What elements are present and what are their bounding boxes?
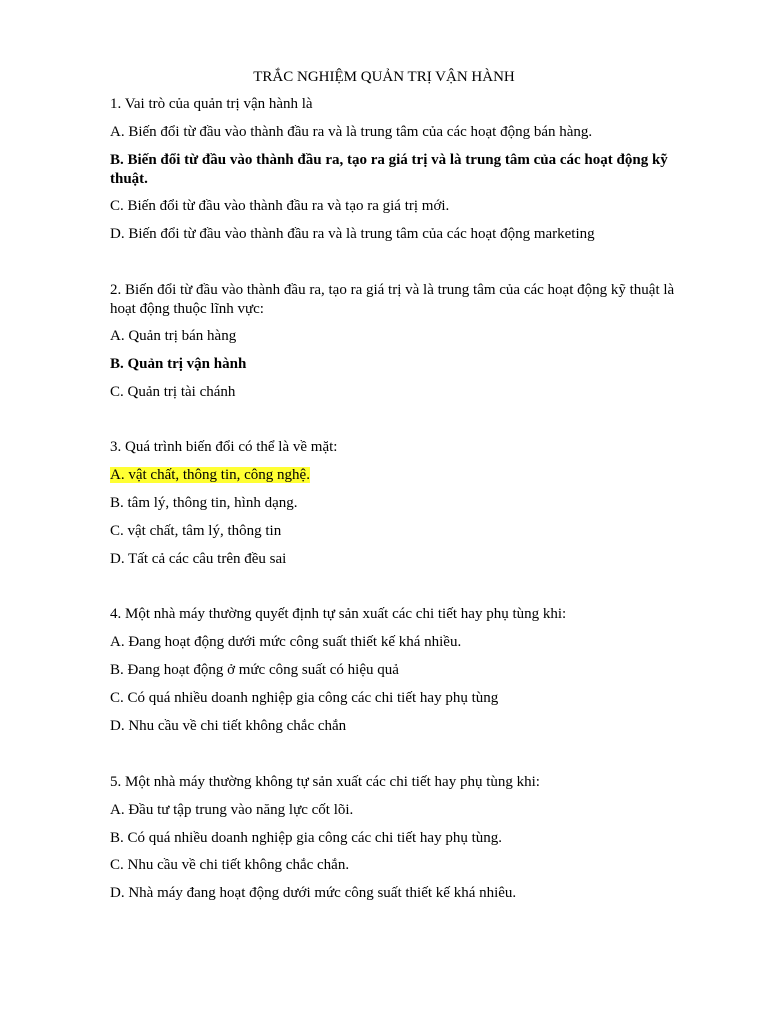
question-1-option-a: A. Biến đổi từ đầu vào thành đầu ra và là trung tâm của các hoạt động bán hàng.: [110, 124, 593, 140]
question-4-option-a: A. Đang hoạt động dưới mức công suất thiết kế khá nhiều.: [110, 634, 462, 650]
question-3-option-b: B. tâm lý, thông tin, hình dạng.: [110, 495, 298, 511]
question-5-option-c: C. Nhu cầu về chi tiết không chắc chắn.: [110, 857, 350, 873]
question-5-option-a: A. Đầu tư tập trung vào năng lực cốt lõi.: [110, 802, 354, 818]
question-2-option-c: C. Quản trị tài chánh: [110, 384, 236, 400]
question-4-option-d: D. Nhu cầu về chi tiết không chắc chắn: [110, 718, 347, 734]
question-4-option-c: C. Có quá nhiều doanh nghiệp gia công các chi tiết hay phụ tùng: [110, 690, 499, 706]
question-2-option-b: B. Quản trị vận hành: [110, 356, 247, 372]
question-2-option-a: A. Quản trị bán hàng: [110, 328, 237, 344]
document-title: TRẮC NGHIỆM QUẢN TRỊ VẬN HÀNH: [253, 69, 515, 85]
question-1-option-c: C. Biến đổi từ đầu vào thành đầu ra và tạo ra giá trị mới.: [110, 198, 450, 214]
question-3-option-c: C. vật chất, tâm lý, thông tin: [110, 523, 282, 539]
question-1-option-b: B. Biến đổi từ đầu vào thành đầu ra, tạo ra giá trị và là trung tâm của các hoạt động kỹ thuật.: [110, 152, 668, 187]
question-4: 4. Một nhà máy thường quyết định tự sản xuất các chi tiết hay phụ tùng khi:: [110, 606, 567, 622]
question-3-option-a-row: [110, 466, 700, 485]
question-3-option-d: D. Tất cả các câu trên đều sai: [110, 551, 287, 567]
question-1: 1. Vai trò của quản trị vận hành là: [110, 96, 313, 112]
question-3: 3. Quá trình biến đổi có thể là về mặt:: [110, 439, 338, 455]
question-5: 5. Một nhà máy thường không tự sản xuất các chi tiết hay phụ tùng khi:: [110, 774, 540, 790]
question-3-option-a: A. vật chất, thông tin, công nghệ.: [110, 467, 310, 483]
question-5-option-b: B. Có quá nhiều doanh nghiệp gia công các chi tiết hay phụ tùng.: [110, 830, 502, 846]
question-2: 2. Biến đổi từ đầu vào thành đầu ra, tạo ra giá trị và là trung tâm của các hoạt động kỹ thuật là hoạt động thuộc lĩnh vực:: [110, 282, 675, 317]
question-4-option-b: B. Đang hoạt động ở mức công suất có hiệu quả: [110, 662, 399, 678]
question-1-option-d: D. Biến đổi từ đầu vào thành đầu ra và là trung tâm của các hoạt động marketing: [110, 226, 595, 242]
question-5-option-d: D. Nhà máy đang hoạt động dưới mức công suất thiết kế khá nhiêu.: [110, 885, 517, 901]
